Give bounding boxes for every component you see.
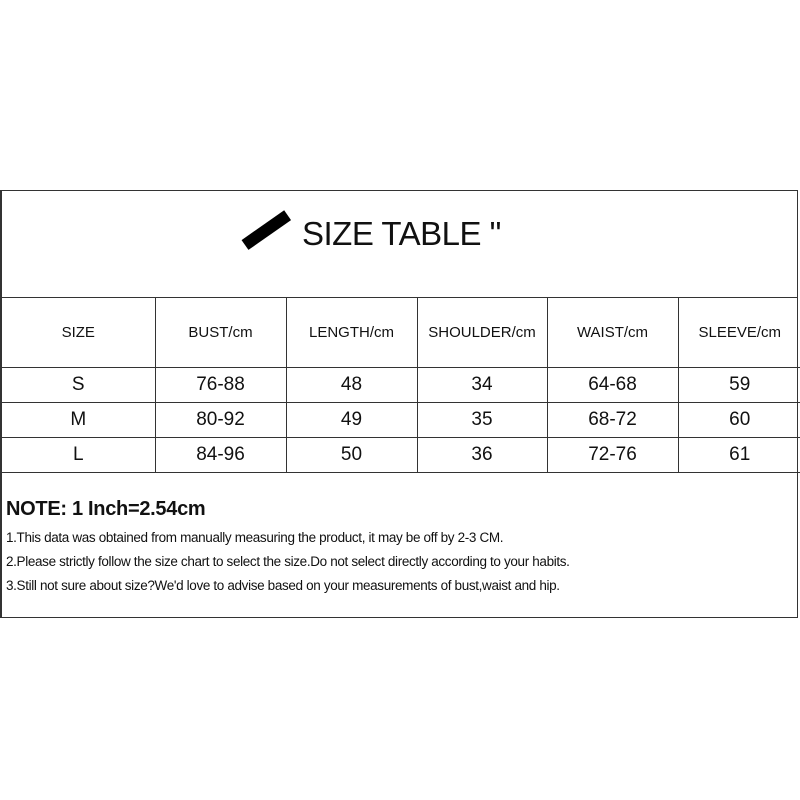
table-cell: 59 <box>678 368 800 403</box>
title-section <box>2 191 797 298</box>
table-cell: L <box>2 438 155 473</box>
table-cell: 60 <box>678 403 800 438</box>
table-cell: 80-92 <box>155 403 286 438</box>
column-header: BUST/cm <box>155 297 286 368</box>
page-title: SIZE TABLE " <box>302 215 501 252</box>
notes-section <box>6 493 570 593</box>
size-chart <box>0 190 798 618</box>
note-line: 2.Please strictly follow the size chart to select the size.Do not select directly according to your habits. <box>6 554 570 569</box>
note-heading: NOTE: 1 Inch=2.54cm <box>6 498 206 520</box>
table-header-row <box>2 297 800 368</box>
table-cell: 61 <box>678 438 800 473</box>
table-cell: 50 <box>286 438 417 473</box>
table-cell: 84-96 <box>155 438 286 473</box>
slash-decoration-icon <box>242 210 291 250</box>
table-cell: 48 <box>286 368 417 403</box>
table-cell: S <box>2 368 155 403</box>
table-cell: 68-72 <box>547 403 678 438</box>
table-cell: 35 <box>417 403 547 438</box>
table-row <box>2 403 800 438</box>
column-header: SLEEVE/cm <box>678 297 800 368</box>
size-table <box>2 297 800 473</box>
table-row <box>2 438 800 473</box>
note-line: 1.This data was obtained from manually measuring the product, it may be off by 2-3 CM. <box>6 530 504 545</box>
note-line: 3.Still not sure about size?We'd love to advise based on your measurements of bust,waist and hip. <box>6 578 560 593</box>
table-cell: 72-76 <box>547 438 678 473</box>
table-cell: 36 <box>417 438 547 473</box>
column-header: SIZE <box>2 297 155 368</box>
table-row <box>2 368 800 403</box>
column-header: WAIST/cm <box>547 297 678 368</box>
table-cell: 34 <box>417 368 547 403</box>
column-header: SHOULDER/cm <box>417 297 547 368</box>
table-cell: 49 <box>286 403 417 438</box>
table-cell: 76-88 <box>155 368 286 403</box>
column-header: LENGTH/cm <box>286 297 417 368</box>
table-cell: M <box>2 403 155 438</box>
table-cell: 64-68 <box>547 368 678 403</box>
